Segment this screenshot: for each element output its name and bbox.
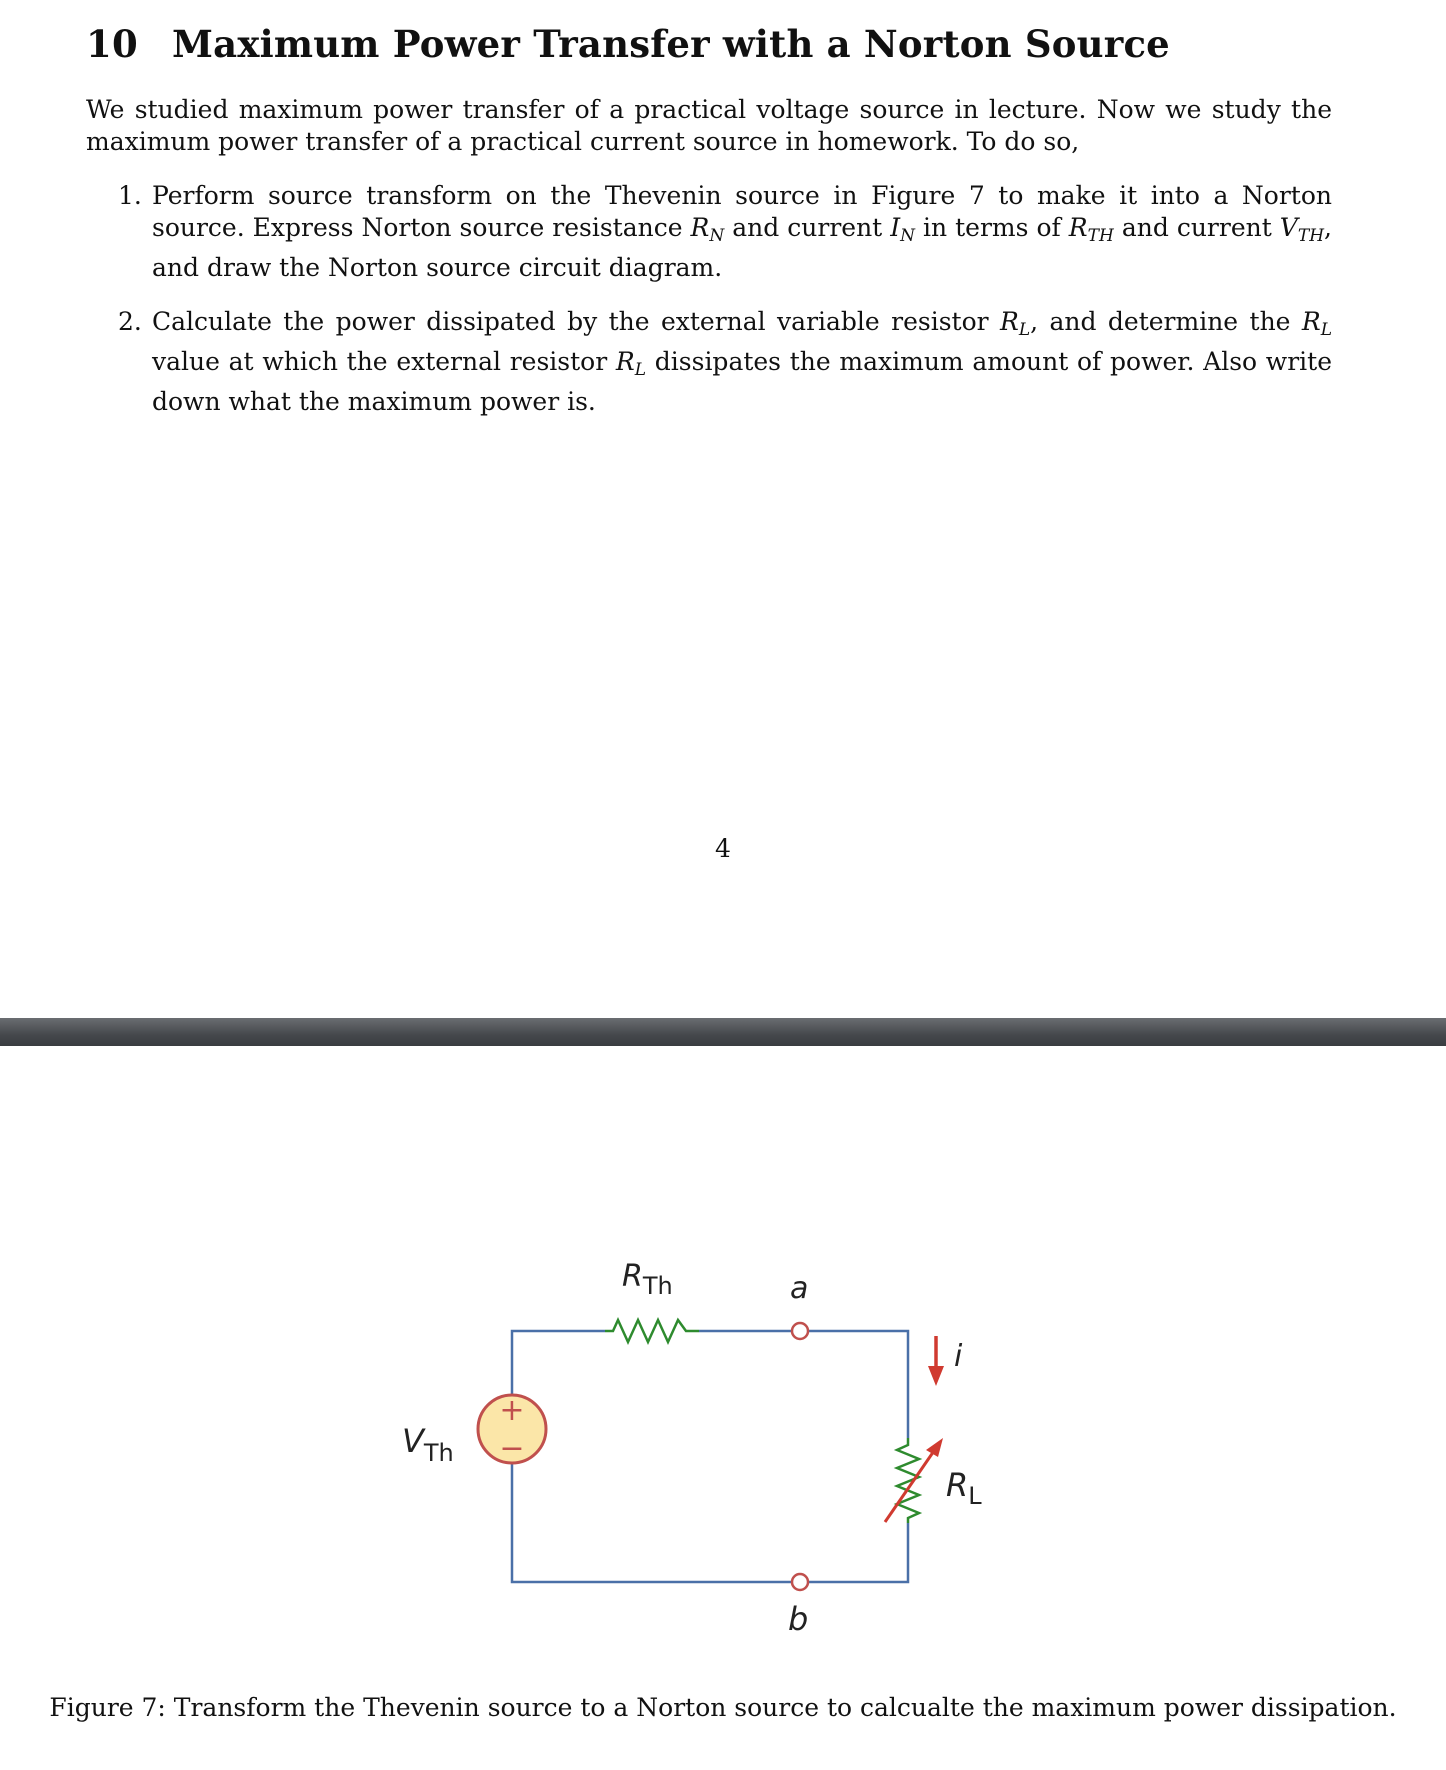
wire-top-left [512, 1331, 605, 1394]
variable-arrow-icon [885, 1438, 943, 1522]
task-text: in terms of [923, 213, 1061, 242]
terminal-a [792, 1323, 808, 1339]
task-text: value at which the external resistor [152, 347, 608, 376]
task-text: , and determine the [1030, 307, 1291, 336]
task-text: , and draw the Norton source circuit diagram. [152, 213, 1332, 282]
math-r-n: $R_N$ [690, 213, 725, 246]
source-minus-sign: − [499, 1431, 525, 1466]
task-text: dissipates the maximum amount of power. Also write down what the maximum power is. [152, 347, 1332, 416]
math-i-n: $I_N$ [890, 213, 916, 246]
circuit-diagram [380, 1240, 1000, 1660]
section-number: 10 [86, 22, 138, 66]
task-marker: 2. [118, 307, 142, 336]
page-number: 4 [715, 834, 731, 863]
figure-caption: Figure 7: Transform the Thevenin source to a Norton source to calcualte the maximum power dissipation. [49, 1693, 1397, 1722]
task-text: and current [1121, 213, 1272, 242]
source-plus-sign: + [499, 1393, 525, 1428]
r-l-label: $R_L$ [946, 1466, 982, 1510]
wire-bottom-right [808, 1523, 908, 1582]
task-item-1 [86, 180, 1332, 284]
current-label: i [954, 1339, 963, 1374]
task-text: Calculate the power dissipated by the external variable resistor [152, 307, 989, 336]
r-l-resistor [897, 1438, 919, 1523]
section-heading [86, 22, 1170, 66]
task-item-2 [86, 306, 1332, 418]
voltage-source-icon [478, 1393, 546, 1466]
page-divider [0, 1018, 1446, 1046]
math-v-th: $V_{TH}$ [1279, 213, 1325, 246]
section-title: Maximum Power Transfer with a Norton Source [172, 22, 1170, 66]
wire-top-right [808, 1331, 908, 1438]
terminal-b [792, 1574, 808, 1590]
task-text: Perform source transform on the Thevenin source in Figure 7 to make it into a Norton source. Express Norton source resistance [152, 181, 1332, 242]
math-r-th: $R_{TH}$ [1068, 213, 1114, 246]
wire-bottom-left [512, 1464, 792, 1582]
current-arrow-icon [928, 1336, 944, 1386]
task-list [86, 180, 1332, 418]
task-marker: 1. [118, 181, 142, 210]
v-th-label: $V_{Th}$ [402, 1422, 454, 1467]
math-r-l: $R_L$ [1000, 307, 1031, 340]
terminal-a-label: a [790, 1271, 809, 1306]
task-text: and current [732, 213, 883, 242]
intro-paragraph: We studied maximum power transfer of a practical voltage source in lecture. Now we study the maximum power transfer of a practical current source in homework. To do so, [86, 95, 1332, 156]
r-th-resistor [605, 1320, 699, 1342]
math-r-l: $R_L$ [1301, 307, 1333, 340]
r-th-label: $R_{Th}$ [622, 1259, 673, 1300]
terminal-b-label: b [788, 1600, 809, 1638]
math-r-l: $R_L$ [615, 347, 647, 380]
circuit-wires [512, 1331, 908, 1582]
